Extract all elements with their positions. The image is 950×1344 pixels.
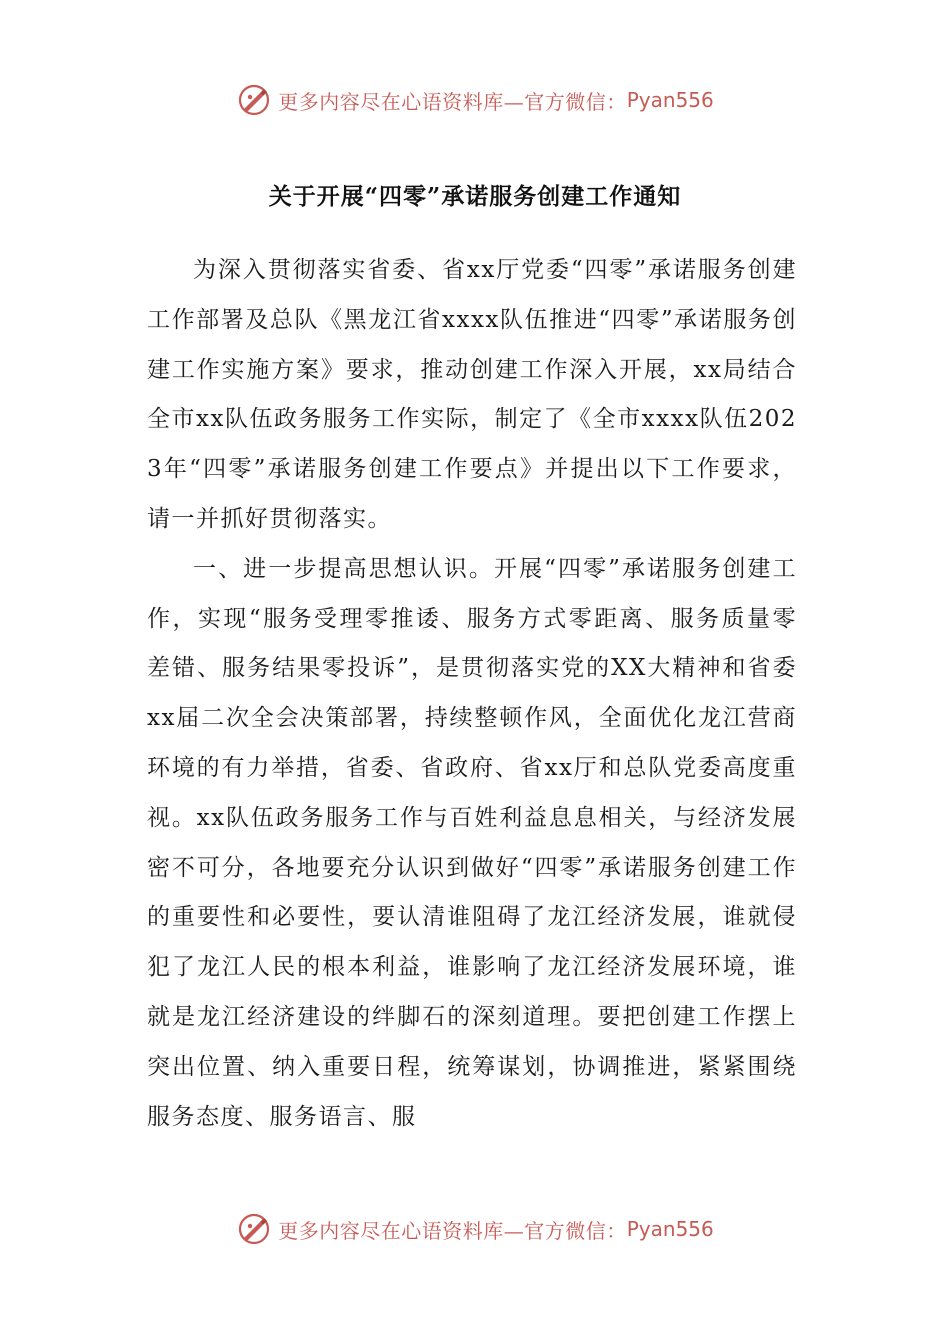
body-paragraph: 一、进一步提高思想认识。开展“四零”承诺服务创建工作，实现“服务受理零推诿、服务方式零距离、服务质量零差错、服务结果零投诉”，是贯彻落实党的XX大精神和省委xx届二次全会决策部署，持续整顿作风，全面优化龙江营商环境的有力举措，省委、省政府、省xx厅和总队党委高度重视。xx队伍政务服务工作与百姓利益息息相关，与经济发展密不可分，各地要充分认识到做好“四零”承诺服务创建工作的重要性和必要性，要认清谁阻碍了龙江经济发展，谁就侵犯了龙江人民的根本利益，谁影响了龙江经济发展环境，谁就是龙江经济建设的绊脚石的深刻道理。要把创建工作摆上突出位置、纳入重要日程，统筹谋划，协调推进，紧紧围绕服务态度、服务语言、服	[147, 555, 797, 1130]
pen-seal-icon	[236, 82, 272, 118]
document-title: 关于开展“四零”承诺服务创建工作通知	[268, 183, 682, 210]
header-watermark-banner	[0, 82, 950, 118]
watermark-wechat-id: Pyan556	[626, 88, 714, 112]
pen-seal-icon	[236, 1211, 272, 1247]
watermark-text: 更多内容尽在心语资料库—官方微信：	[278, 1218, 627, 1243]
watermark-wechat-id: Pyan556	[626, 1217, 714, 1241]
watermark-text: 更多内容尽在心语资料库—官方微信：	[278, 89, 627, 114]
footer-watermark-banner	[0, 1211, 950, 1247]
body-paragraph: 为深入贯彻落实省委、省xx厅党委“四零”承诺服务创建工作部署及总队《黑龙江省xxxx队伍推进“四零”承诺服务创建工作实施方案》要求，推动创建工作深入开展，xx局结合全市xx队伍政务服务工作实际，制定了《全市xxxx队伍2023年“四零”承诺服务创建工作要点》并提出以下工作要求，请一并抓好贯彻落实。	[147, 257, 797, 532]
document-body	[147, 246, 797, 1142]
